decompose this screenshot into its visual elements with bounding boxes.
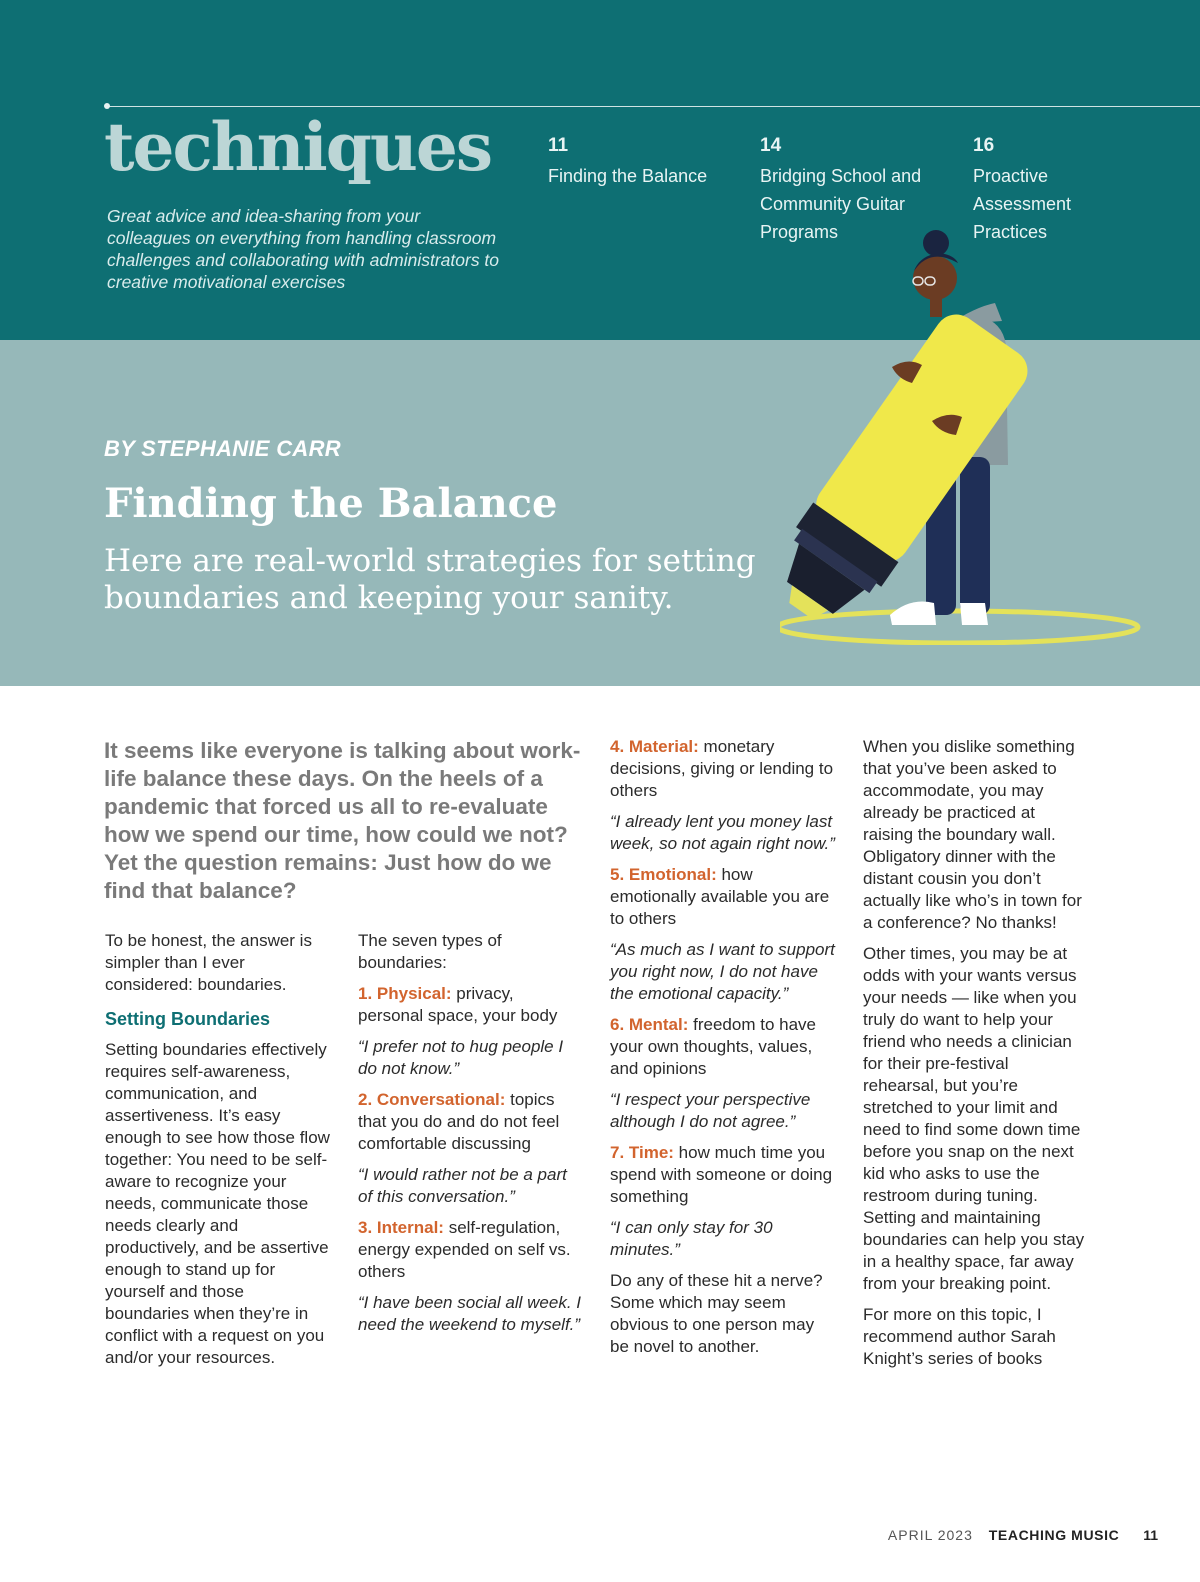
subhead-setting-boundaries: Setting Boundaries	[105, 1009, 271, 1029]
boundary-item-material	[610, 736, 835, 802]
magazine-name: TEACHING MUSIC	[988, 1527, 1120, 1543]
boundary-quote: “I prefer not to hug people I do not know.”	[358, 1037, 564, 1078]
boundary-text: monetary decisions, giving or lending to others	[610, 737, 834, 800]
toc-title: Proactive Assessment Practices	[973, 166, 1072, 242]
boundary-label: 4. Material:	[610, 737, 699, 756]
body-paragraph: Do any of these hit a nerve? Some which may seem obvious to one person may be novel to another.	[610, 1271, 823, 1356]
boundary-quote: “I can only stay for 30 minutes.”	[610, 1218, 773, 1259]
boundary-quote: “I have been social all week. I need the weekend to myself.”	[358, 1293, 582, 1334]
boundary-label: 1. Physical:	[358, 984, 452, 1003]
body-column-3	[610, 736, 835, 1367]
boundary-text: self-regulation, energy expended on self vs. others	[358, 1218, 571, 1281]
section-title: techniques	[104, 108, 491, 186]
boundary-text: privacy, personal space, your body	[358, 984, 558, 1025]
toc-page-number: 14	[760, 135, 782, 156]
body-paragraph: For more on this topic, I recommend author Sarah Knight’s series of books	[863, 1305, 1056, 1368]
section-description: Great advice and idea-sharing from your colleagues on everything from handling classroom challenges and collaborating with administrators to creative motivational exercises	[107, 206, 500, 292]
boundary-text: topics that you do and do not feel comfortable discussing	[358, 1090, 560, 1153]
article-lead: It seems like everyone is talking about work-life balance these days. On the heels of a pandemic that forced us all to re-evaluate how we spend our time, how could we not? Yet the question remains: Just how do we find that balance?	[104, 738, 581, 903]
toc-title: Finding the Balance	[548, 166, 708, 186]
boundary-quote: “I would rather not be a part of this conversation.”	[358, 1165, 567, 1206]
boundary-text: how much time you spend with someone or doing something	[610, 1143, 833, 1206]
list-intro: The seven types of boundaries:	[358, 931, 502, 972]
boundary-item-emotional	[610, 864, 835, 930]
boundary-item-time	[610, 1142, 835, 1208]
body-column-2	[358, 930, 583, 1345]
boundary-item-internal	[358, 1217, 583, 1283]
boundary-item-conversational	[358, 1089, 583, 1155]
woman-holding-highlighter-illustration	[780, 225, 1150, 645]
boundary-label: 7. Time:	[610, 1143, 674, 1162]
body-column-4	[863, 736, 1088, 1379]
article-deck: Here are real-world strategies for setting boundaries and keeping your sanity.	[104, 543, 756, 616]
body-column-1	[105, 930, 330, 1378]
toc-entry-finding-the-balance[interactable]	[548, 134, 738, 190]
article-byline: BY STEPHANIE CARR	[104, 436, 341, 461]
boundary-text: how emotionally available you are to others	[610, 865, 830, 928]
boundary-quote: “I respect your perspective although I do not agree.”	[610, 1090, 811, 1131]
boundary-label: 3. Internal:	[358, 1218, 444, 1237]
body-paragraph: To be honest, the answer is simpler than I ever considered: boundaries.	[105, 931, 312, 994]
article-title: Finding the Balance	[104, 480, 558, 527]
body-paragraph: Setting boundaries effectively requires self-awareness, communication, and assertiveness. It’s easy enough to see how those flow together: You need to be self-aware to recognize your needs, communicate those needs clearly and productively, and be assertive enough to stand up for yourself and those boundaries when they’re in conflict with a request on you and/or your resources.	[105, 1040, 330, 1367]
issue-date: APRIL 2023	[887, 1527, 973, 1543]
page-number: 11	[1143, 1527, 1158, 1543]
toc-page-number: 16	[973, 135, 995, 156]
page-footer	[888, 1527, 1158, 1543]
toc-page-number: 11	[548, 135, 569, 156]
boundary-label: 2. Conversational:	[358, 1090, 506, 1109]
body-paragraph: When you dislike something that you’ve been asked to accommodate, you may already be practiced at raising the boundary wall. Obligatory dinner with the distant cousin you don’t actually like who’s in town for a conference? No thanks!	[863, 737, 1082, 932]
body-paragraph: Other times, you may be at odds with your wants versus your needs — like when you truly do want to help your friend who needs a clinician for their pre-festival rehearsal, but you’re stretched to your limit and need to find some down time before you snap on the next kid who asks to use the restroom during tuning. Setting and maintaining boundaries can help you stay in a healthy space, far away from your breaking point.	[863, 944, 1085, 1293]
boundary-label: 5. Emotional:	[610, 865, 717, 884]
boundary-label: 6. Mental:	[610, 1015, 689, 1034]
toc-title: Bridging School and Community Guitar Programs	[760, 166, 922, 242]
boundary-quote: “I already lent you money last week, so not again right now.”	[610, 812, 835, 853]
boundary-text: freedom to have your own thoughts, values, and opinions	[610, 1015, 816, 1078]
header-rule	[107, 106, 1200, 107]
boundary-item-mental	[610, 1014, 835, 1080]
boundary-item-physical	[358, 983, 583, 1027]
boundary-quote: “As much as I want to support you right now, I do not have the emotional capacity.”	[610, 940, 835, 1003]
